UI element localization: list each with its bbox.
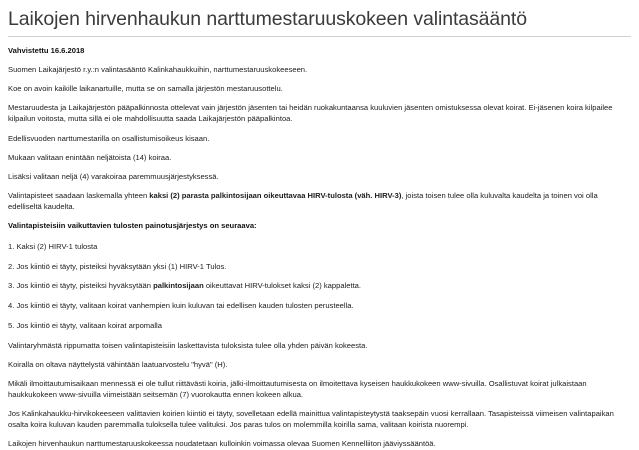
paragraph-previous-champion: Edellisvuoden narttumestarilla on osallistumisoikeus kisaan. bbox=[8, 133, 210, 143]
paragraph-late-registration: Mikäli ilmoittautumisaikaan mennessä ei ole tullut riittävästi koiria, jälki-ilmoittautumisesta on ilmoitettava kyseisen haukkukokeen www-sivuilla. Osallistuvat koirat julkaistaan haukkukokeen www-sivuilla viimeistään seitsemän (7) vuorokautta ennen kokeen alkua. bbox=[8, 379, 587, 399]
paragraph-intro: Suomen Laikajärjestö r.y.:n valintasääntö Kalinkahaukkuihin, narttumestaruuskokeeseen. bbox=[8, 64, 308, 74]
list-item-number: 1. bbox=[8, 241, 15, 251]
points-rule-emphasis: kaksi (2) parasta palkintosijaan oikeuttavaa HIRV-tulosta (väh. HIRV-3) bbox=[149, 191, 402, 201]
weighting-heading: Valintapisteisiin vaikuttavien tulosten painotusjärjestys on seuraava: bbox=[8, 221, 257, 231]
page-title: Laikojen hirvenhaukun narttumestaruuskokeen valintasääntö bbox=[8, 8, 527, 30]
paragraph-open-to-all: Koe on avoin kaikille laikanartuille, mutta se on samalla järjestön mestaruusottelu. bbox=[8, 84, 283, 94]
list-item bbox=[8, 262, 631, 273]
paragraph-one-day-trial: Valintaryhmästä rippumatta toisen valintapisteisiin laskettavista tuloksista tulee olla yhden päivän kokeesta. bbox=[8, 340, 368, 350]
list-item-number: 5. bbox=[8, 320, 15, 330]
list-item-text-before: Jos kiintiö ei täyty, valitaan koirat arpomalla bbox=[16, 320, 162, 330]
list-item-number: 3. bbox=[8, 281, 15, 291]
list-item-text-before: Jos kiintiö ei täyty, pisteiksi hyväksytään bbox=[16, 281, 154, 291]
points-rule-text-before: Valintapisteet saadaan laskemalla yhteen bbox=[8, 191, 150, 201]
paragraph-show-quality: Koiralla on oltava näyttelystä vähintään laatuarvostelu "hyvä" (H). bbox=[8, 359, 228, 369]
list-item-number: 4. bbox=[8, 301, 15, 311]
paragraph-membership: Mestaruudesta ja Laikajärjestön pääpalkinnosta ottelevat vain järjestön jäsenten tai heidän ruokakuntaansa kuuluvien jäsenten omistuksessa olevat koirat. Ei-jäsenen koira kilpailee kilpailun voitosta, mutta sillä ei ole mahdollisuutta saada Laikajärjestön pääpalkintoa. bbox=[8, 103, 613, 124]
list-item bbox=[8, 281, 631, 292]
paragraph-quota-not-filled: Jos Kalinkahaukku-hirvikokeeseen valittavien koirien kiintiö ei täyty, sovelletaan edellä mainittua valintapisteytystä taaksepäin vuosi kerrallaan. Tasapisteissä viimeisen valintapaikan osalta koira kuluvan kauden paremmalla tuloksella tulee valituksi. Jos paras tulos on molemmilla koirilla sama, valitaan koirista nuorempi. bbox=[8, 409, 614, 430]
title-divider bbox=[8, 36, 631, 37]
list-item-text-before: Jos kiintiö ei täyty, valitaan koirat vanhempien kuin kuluvan tai edellisen kauden tulosten perusteella. bbox=[16, 301, 354, 311]
list-item-text-before: Kaksi (2) HIRV-1 tulosta bbox=[16, 241, 98, 251]
paragraph-closing: Laikojen hirvenhaukun narttumestaruuskokeessa noudatetaan kulloinkin voimassa olevaa Suomen Kennelliiton jääviyssääntöä. bbox=[8, 439, 436, 449]
paragraph-max-dogs: Mukaan valitaan enintään neljätoista (14) koiraa. bbox=[8, 152, 172, 162]
list-item-emphasis: palkintosijaan bbox=[153, 281, 204, 291]
list-item bbox=[8, 321, 631, 332]
paragraph-points-rule bbox=[8, 191, 631, 213]
list-item-text-before: Jos kiintiö ei täyty, pisteiksi hyväksytään yksi (1) HIRV-1 Tulos. bbox=[16, 261, 227, 271]
points-rule-text-after: , joista toisen tulee olla kuluvalta kaudelta ja toinen voi olla edelliseltä kaudelta. bbox=[8, 191, 598, 212]
list-item bbox=[8, 242, 631, 253]
list-item-text-after: oikeuttavat HIRV-tulokset kaksi (2) kappaletta. bbox=[203, 281, 362, 291]
confirmation-date: Vahvistettu 16.6.2018 bbox=[8, 46, 85, 56]
paragraph-reserve-dogs: Lisäksi valitaan neljä (4) varakoiraa paremmuusjärjestyksessä. bbox=[8, 172, 219, 182]
list-item-number: 2. bbox=[8, 261, 15, 271]
list-item bbox=[8, 301, 631, 312]
